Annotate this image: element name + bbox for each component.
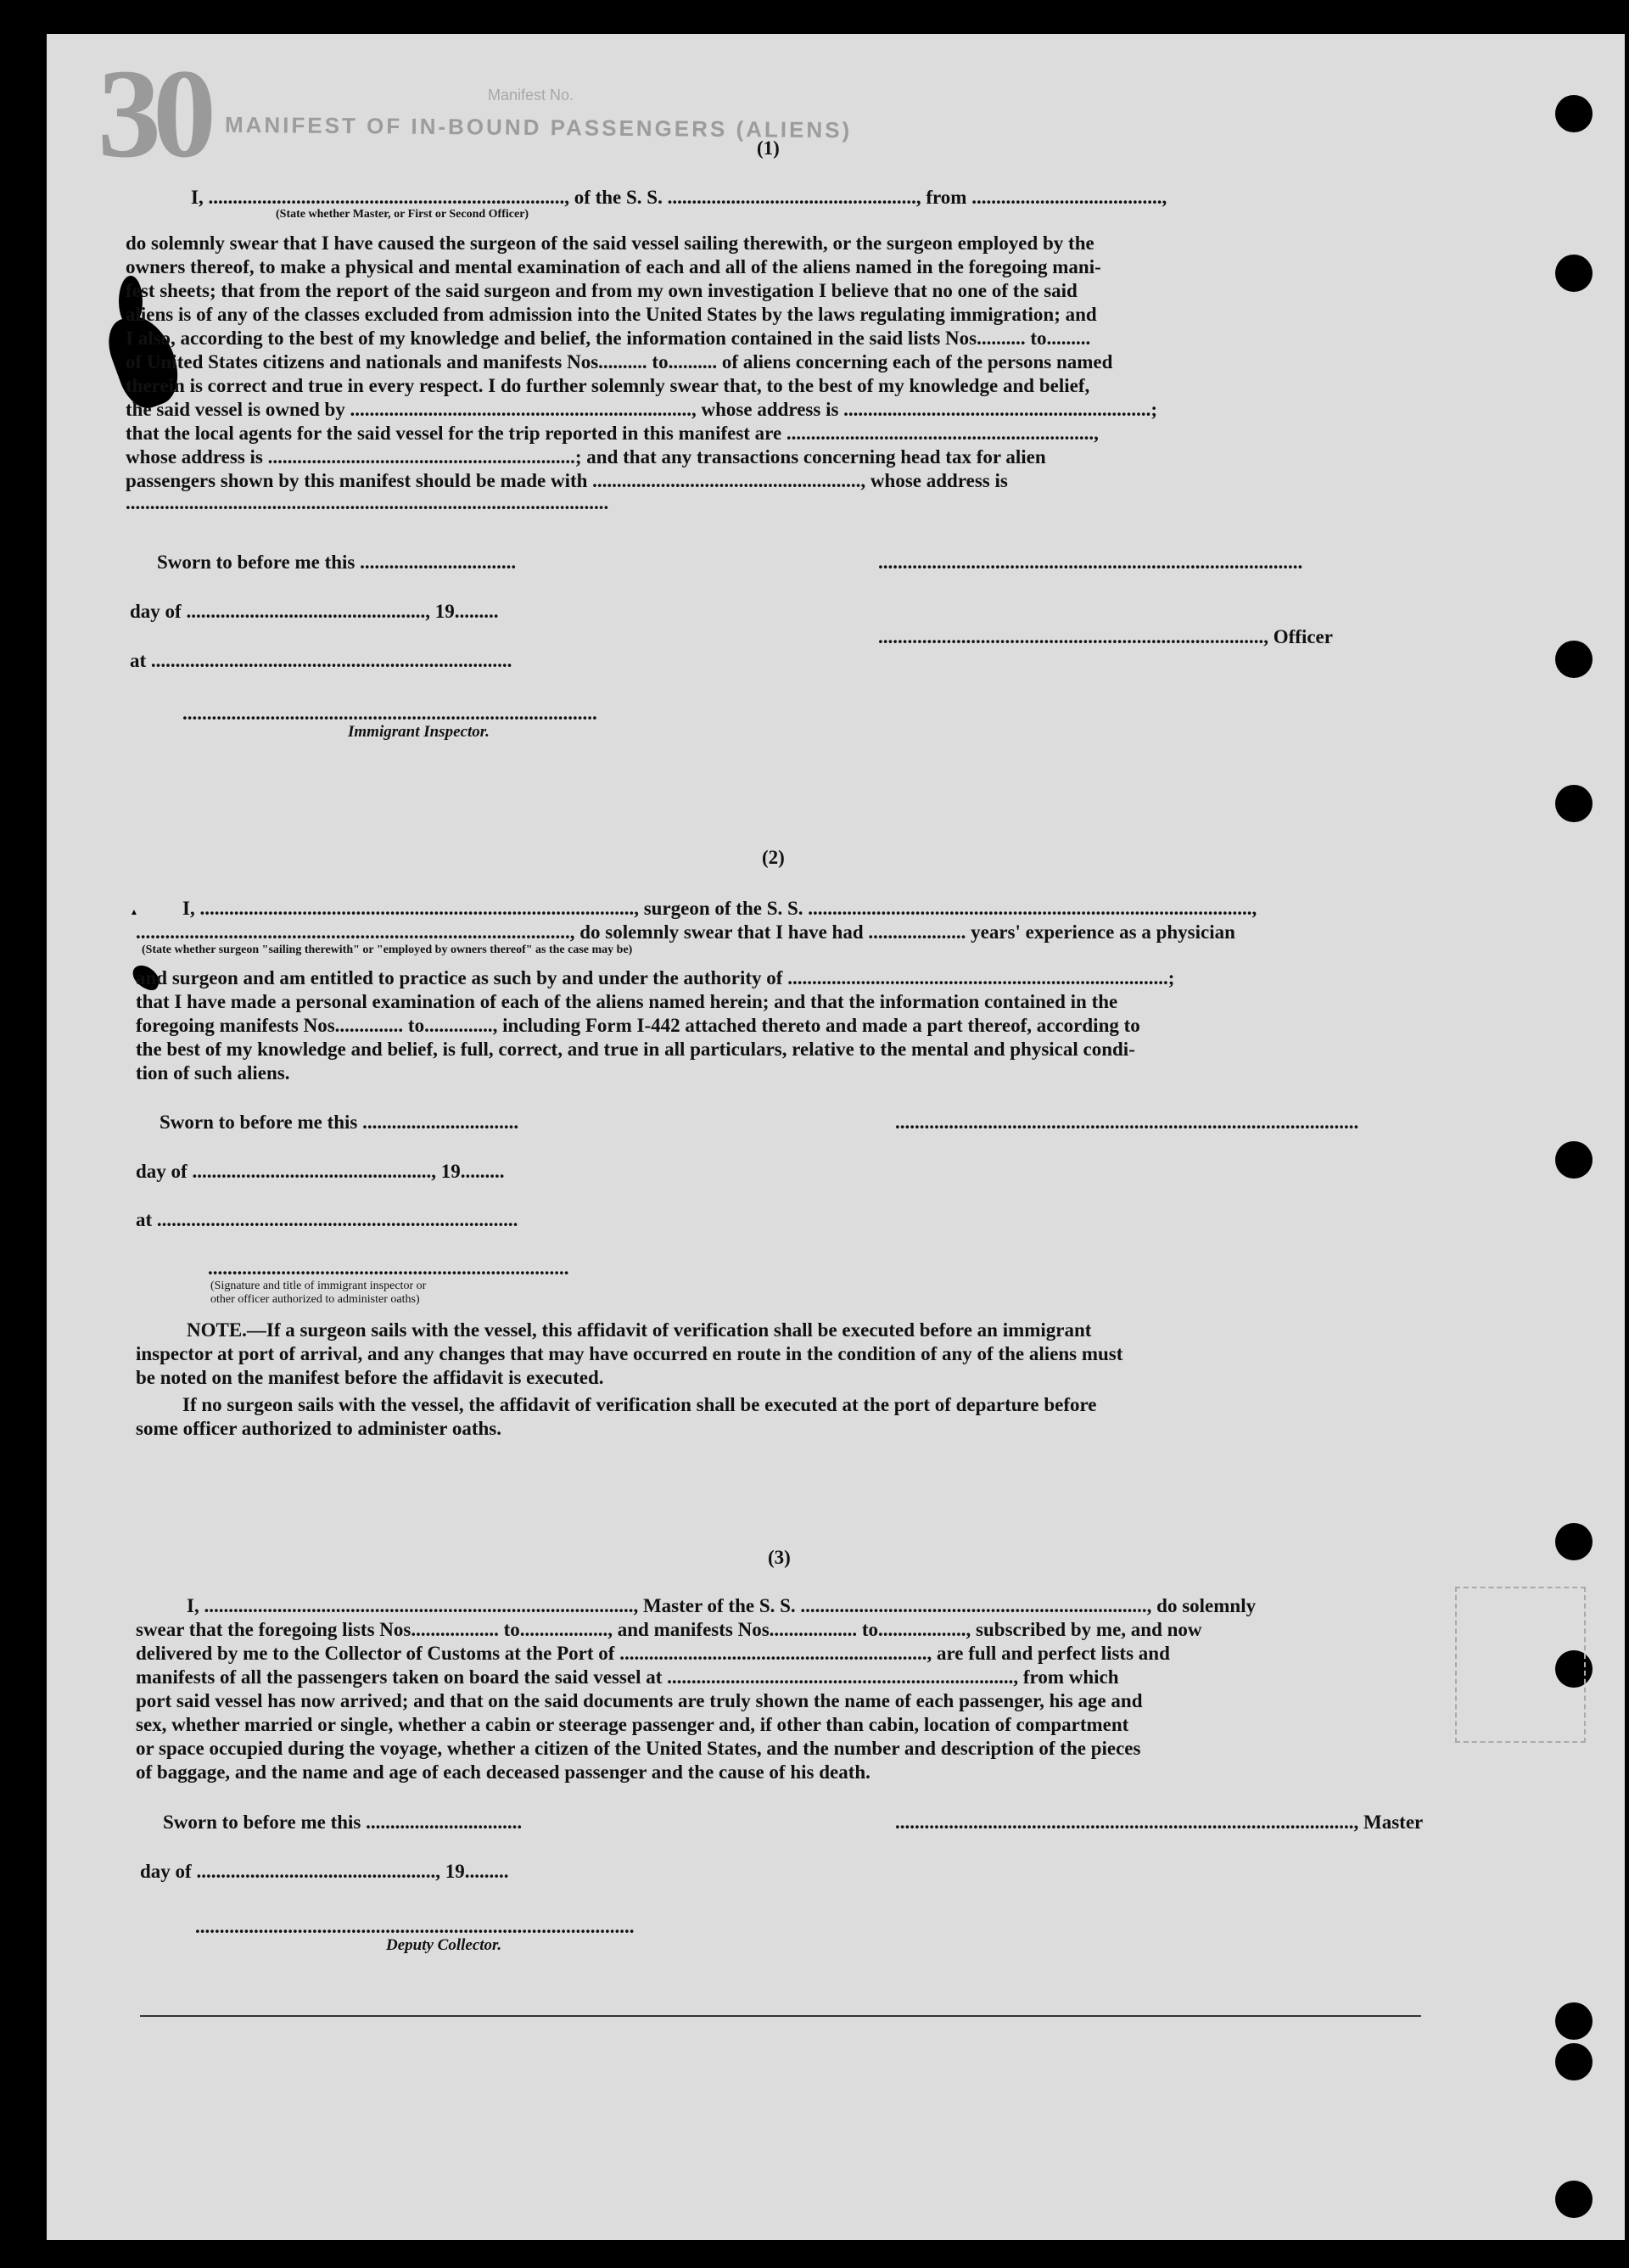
binder-hole xyxy=(1555,641,1593,678)
section-1-inspector-label: Immigrant Inspector. xyxy=(348,723,490,741)
section-2-inspector-label: (Signature and title of immigrant inspector or xyxy=(210,1280,427,1292)
section-3-collector-label: Deputy Collector. xyxy=(386,1936,502,1954)
section-3-master-signature: .............................................................................................., Master xyxy=(895,1812,1424,1833)
section-2-at: at .......................................................................... xyxy=(136,1209,518,1230)
stamped-number: 30 xyxy=(98,43,208,184)
section-2-line: tion of such aliens. xyxy=(136,1062,290,1084)
section-2-inspector-label: other officer authorized to administer oaths) xyxy=(210,1293,420,1306)
section-1-line: aliens is of any of the classes excluded from admission into the United States by the laws regulating immigration; and xyxy=(126,304,1097,325)
binder-hole xyxy=(1555,2181,1593,2218)
section-1-inspector-line: ..................................................................................... xyxy=(182,703,597,724)
section-2-note-line: some officer authorized to administer oaths. xyxy=(136,1418,501,1439)
section-1-line: whose address is ...............................................................; and that any transactions concerning head tax for alien xyxy=(126,446,1046,468)
section-1-line: passengers shown by this manifest should be made with ......................................................., whose address is xyxy=(126,470,1008,491)
binder-hole xyxy=(1555,1523,1593,1560)
section-1-line: I, ........................................................................., of the S. S. ..................................................., from ......................................., xyxy=(191,187,1167,208)
section-3-line: port said vessel has now arrived; and that on the said documents are truly shown the name of each passenger, his age and xyxy=(136,1690,1143,1711)
section-2-line: the best of my knowledge and belief, is full, correct, and true in all particulars, relative to the mental and physical condi- xyxy=(136,1039,1135,1060)
section-1-line: the said vessel is owned by ......................................................................, whose address is ...............................................................; xyxy=(126,399,1158,420)
section-3-line: swear that the foregoing lists Nos.................. to.................., and manifests Nos.................. to.................., subscribed by me, and now xyxy=(136,1619,1202,1640)
section-2-day: day of ................................................., 19......... xyxy=(136,1161,505,1182)
section-2-sworn: Sworn to before me this ................................ xyxy=(160,1112,519,1133)
section-2-line: and surgeon and am entitled to practice as such by and under the authority of ..............................................................................; xyxy=(136,967,1175,988)
section-2-line: I, ........................................................................................., surgeon of the S. S. ..........................................................................................., xyxy=(182,898,1257,919)
binder-hole xyxy=(1555,785,1593,822)
section-2-line: that I have made a personal examination of each of the aliens named herein; and that the information contained in the xyxy=(136,991,1118,1012)
section-2-line: ........................................................................................., do solemnly swear that I have had .................... years' experience as a physician xyxy=(136,921,1235,943)
section-2-line: foregoing manifests Nos.............. to.............., including Form I-442 attached thereto and made a part thereof, according to xyxy=(136,1015,1140,1036)
section-3-sworn: Sworn to before me this ................................ xyxy=(163,1812,523,1833)
section-1-sworn: Sworn to before me this ................................ xyxy=(157,552,517,573)
section-3-day: day of ................................................., 19......... xyxy=(140,1861,509,1882)
section-2-note-line: If no surgeon sails with the vessel, the affidavit of verification shall be executed at the port of departure before xyxy=(182,1394,1097,1415)
binder-hole xyxy=(1555,2043,1593,2080)
section-2-heading: (2) xyxy=(762,847,785,868)
ink-speck: ▲ xyxy=(130,908,138,917)
section-3-collector-line: .......................................................................................... xyxy=(195,1916,635,1937)
section-1-line: of United States citizens and nationals and manifests Nos.......... to.......... of aliens concerning each of the persons named xyxy=(126,351,1113,372)
section-1-day: day of ................................................., 19......... xyxy=(130,601,499,622)
faint-form-title: MANIFEST OF IN-BOUND PASSENGERS (ALIENS) xyxy=(224,111,853,143)
document-page xyxy=(47,34,1625,2240)
section-2-surgeon-signature: ............................................................................................... xyxy=(895,1112,1359,1133)
section-2-inspector-line: .......................................................................... xyxy=(208,1257,569,1279)
binder-hole xyxy=(1555,1141,1593,1179)
section-1-line: do solemnly swear that I have caused the surgeon of the said vessel sailing therewith, or the surgeon employed by the xyxy=(126,232,1094,254)
section-3-line: or space occupied during the voyage, whether a citizen of the United States, and the number and description of the pieces xyxy=(136,1738,1141,1759)
section-1-line: ................................................................................................... xyxy=(126,492,609,513)
section-3-line: sex, whether married or single, whether a cabin or steerage passenger and, if other than cabin, location of compartment xyxy=(136,1714,1129,1735)
section-1-at: at .......................................................................... xyxy=(130,650,512,671)
binder-hole xyxy=(1555,95,1593,132)
section-3-line: of baggage, and the name and age of each deceased passenger and the cause of his death. xyxy=(136,1761,870,1783)
section-1-line: that the local agents for the said vessel for the trip reported in this manifest are ..............................................................., xyxy=(126,423,1099,444)
binder-hole xyxy=(1555,255,1593,292)
faint-stamp-box xyxy=(1455,1587,1586,1743)
section-3-line: manifests of all the passengers taken on board the said vessel at ......................................................................., from which xyxy=(136,1666,1119,1688)
section-3-line: delivered by me to the Collector of Customs at the Port of ..............................................................., are full and perfect lists and xyxy=(136,1643,1170,1664)
section-1-line: owners thereof, to make a physical and mental examination of each and all of the aliens named in the foregoing mani- xyxy=(126,256,1101,277)
section-2-note-line: NOTE.—If a surgeon sails with the vessel, this affidavit of verification shall be executed before an immigrant xyxy=(187,1319,1092,1341)
section-2-note-line: inspector at port of arrival, and any changes that may have occurred en route in the condition of any of the aliens must xyxy=(136,1343,1123,1364)
section-1-heading: (1) xyxy=(757,137,780,159)
section-3-line: I, ........................................................................................, Master of the S. S. ......................................................................., do solemnly xyxy=(187,1595,1257,1616)
section-2-field-note: (State whether surgeon "sailing therewith" or "employed by owners thereof" as the case may be) xyxy=(142,944,633,956)
section-3-heading: (3) xyxy=(768,1547,791,1568)
faint-manifest-label: Manifest No. xyxy=(488,87,574,104)
binder-hole xyxy=(1555,2002,1593,2040)
section-1-line: fest sheets; that from the report of the said surgeon and from my own investigation I believe that no one of the said xyxy=(126,280,1078,301)
section-1-officer-signature: ..............................................................................., Officer xyxy=(878,626,1333,647)
bottom-rule xyxy=(140,2015,1421,2017)
section-1-line: I also, according to the best of my knowledge and belief, the information contained in the said lists Nos.......... to......... xyxy=(126,328,1091,349)
section-1-field-note: (State whether Master, or First or Second Officer) xyxy=(276,208,529,221)
section-1-line: therein is correct and true in every respect. I do further solemnly swear that, to the best of my knowledge and belief, xyxy=(126,375,1090,396)
section-1-officer-blank: ....................................................................................... xyxy=(878,552,1303,573)
section-2-note-line: be noted on the manifest before the affidavit is executed. xyxy=(136,1367,604,1388)
